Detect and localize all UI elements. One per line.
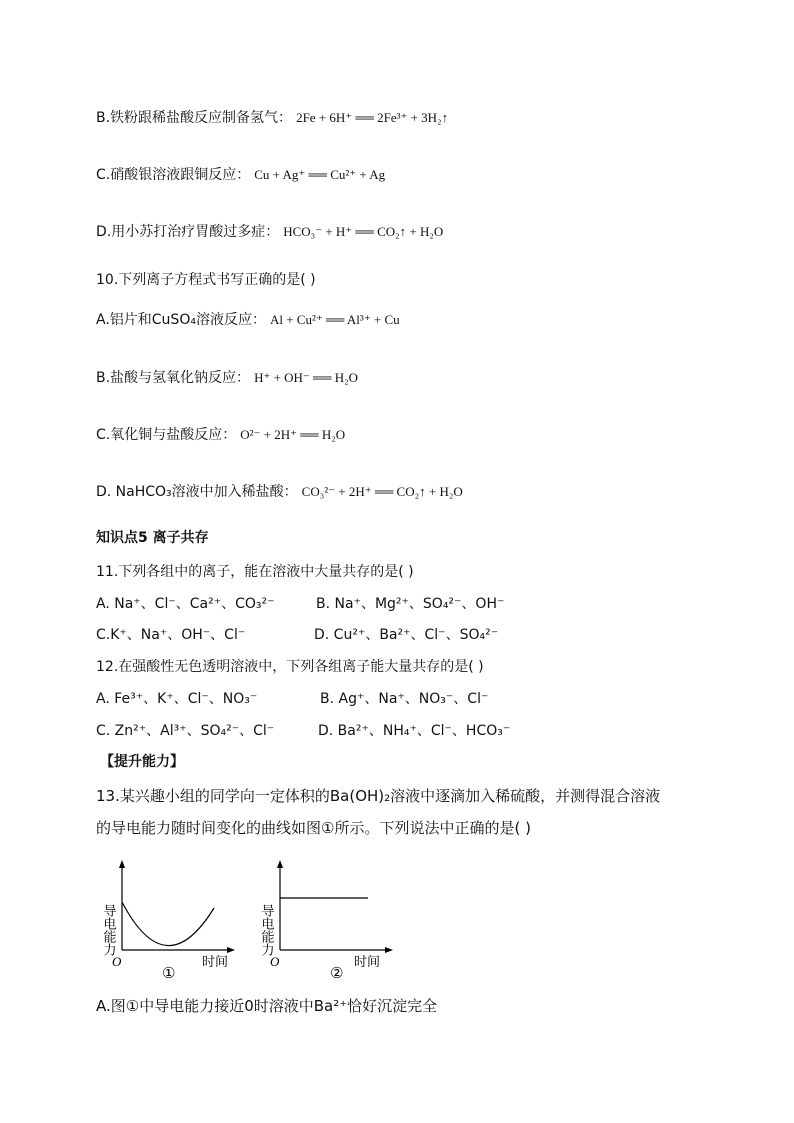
equation: CO₃²⁻ + 2H⁺ ══ CO₂↑ + H₂O: [301, 484, 463, 499]
q13-option-a: A.图①中导电能力接近0时溶液中Ba²⁺恰好沉淀完全: [96, 997, 438, 1015]
option-text: D.用小苏打治疗胃酸过多症：: [96, 224, 280, 240]
q12-option-c: C. Zn²⁺、Al³⁺、SO₄²⁻、Cl⁻: [96, 723, 275, 739]
q11-option-a: A. Na⁺、Cl⁻、Ca²⁺、CO₃²⁻: [96, 596, 275, 612]
q12-stem: 12.在强酸性无色透明溶液中，下列各组离子能大量共存的是( ): [96, 659, 484, 675]
q11-stem: 11.下列各组中的离子，能在溶液中大量共存的是( ): [96, 564, 414, 580]
equation: HCO₃⁻ + H⁺ ══ CO₂↑ + H₂O: [283, 224, 444, 239]
figure-2-conductivity-line: [254, 856, 394, 986]
y-axis-arrow: [277, 860, 283, 868]
q12-option-a: A. Fe³⁺、K⁺、Cl⁻、NO₃⁻: [96, 691, 258, 707]
q13-stem-line2: 的导电能力随时间变化的曲线如图①所示。下列说法中正确的是( ): [96, 819, 531, 837]
conductivity-curve-line: [122, 902, 214, 946]
option-text: B.铁粉跟稀盐酸反应制备氢气：: [96, 110, 293, 126]
q11-option-d: D. Cu²⁺、Ba²⁺、Cl⁻、SO₄²⁻: [314, 627, 499, 643]
q10-option-a: [96, 310, 400, 330]
figure-1-conductivity-curve: [96, 856, 236, 986]
q9-option-b: [96, 108, 448, 128]
q9-option-c: [96, 165, 385, 185]
y-axis-arrow: [119, 860, 125, 868]
x-axis-arrow: [385, 947, 393, 953]
section-title-ion-coexistence: 知识点5 离子共存: [96, 530, 209, 546]
q12-option-b: B. Ag⁺、Na⁺、NO₃⁻、Cl⁻: [320, 691, 489, 707]
q10-option-b: [96, 368, 358, 388]
q10-stem: 10.下列离子方程式书写正确的是( ): [96, 272, 316, 288]
q10-option-c: [96, 425, 345, 445]
x-axis-label: 时间: [354, 955, 381, 970]
q10-option-d: [96, 482, 463, 502]
q11-option-c: C.K⁺、Na⁺、OH⁻、Cl⁻: [96, 627, 246, 643]
y-axis-label: 导电能力: [258, 904, 274, 956]
x-axis-arrow: [227, 947, 235, 953]
option-text: A.铝片和CuSO₄溶液反应：: [96, 312, 266, 328]
origin-label: O: [112, 954, 122, 969]
equation: H⁺ + OH⁻ ══ H₂O: [254, 370, 359, 385]
q13-stem-line1: 13.某兴趣小组的同学向一定体积的Ba(OH)₂溶液中逐滴加入稀硫酸，并测得混合溶液: [96, 787, 661, 805]
figure-caption: ①: [162, 964, 176, 982]
option-text: C.氧化铜与盐酸反应：: [96, 427, 237, 443]
origin-label: O: [270, 954, 280, 969]
equation: O²⁻ + 2H⁺ ══ H₂O: [240, 427, 346, 442]
section-title-improve: 【提升能力】: [100, 754, 184, 770]
y-axis-label: 导电能力: [100, 904, 116, 956]
option-text: D. NaHCO₃溶液中加入稀盐酸：: [96, 484, 298, 500]
equation: 2Fe + 6H⁺ ══ 2Fe³⁺ + 3H₂↑: [296, 110, 449, 125]
option-text: B.盐酸与氢氧化钠反应：: [96, 370, 251, 386]
q11-option-b: B. Na⁺、Mg²⁺、SO₄²⁻、OH⁻: [316, 596, 505, 612]
q9-option-d: [96, 222, 443, 242]
option-text: C.硝酸银溶液跟铜反应：: [96, 167, 251, 183]
q12-option-d: D. Ba²⁺、NH₄⁺、Cl⁻、HCO₃⁻: [318, 723, 511, 739]
equation: Al + Cu²⁺ ══ Al³⁺ + Cu: [269, 312, 400, 327]
figure-caption: ②: [330, 964, 344, 982]
x-axis-label: 时间: [202, 955, 229, 970]
equation: Cu + Ag⁺ ══ Cu²⁺ + Ag: [254, 167, 386, 182]
